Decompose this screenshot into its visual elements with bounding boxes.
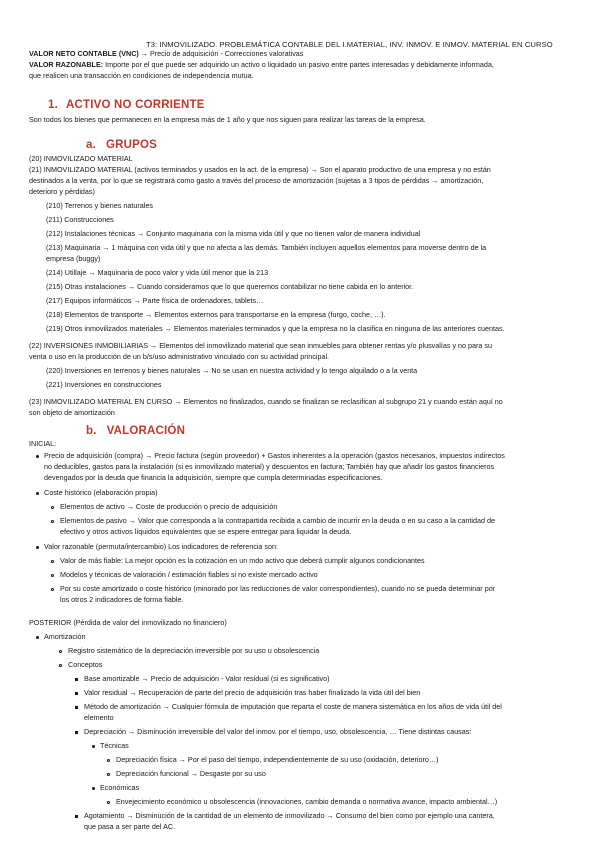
section-1-heading [48, 97, 205, 113]
group-22-line-1: (22) INVERSIONES INMOBILIARIAS → Elementos del inmovilizado material que sean inmuebles para obtener rentas y/o plusvalías y no para su [29, 341, 493, 350]
section-1-number: 1. [48, 99, 58, 111]
group-21-line-1: (21) INMOVILIZADO MATERIAL (activos terminados y usados en la act. de la empresa) → Son el aparato productivo de una empresa y no están [29, 165, 491, 174]
vr-item-2: Modelos y técnicas de valoración / estimación fiables si no existe mercado activo [60, 570, 318, 579]
vr-line-1 [29, 60, 494, 70]
coste-historico: Coste histórico (elaboración propia) [44, 488, 158, 497]
vr-item-1: Valor de más fiable: La mejor opción es la cotización en un mdo activo que deberá cumplir algunos condicionantes [60, 556, 425, 565]
bullet-dot [36, 546, 39, 549]
vr-line-2: que realicen una transacción en condiciones de independencia mutua. [29, 71, 254, 80]
bullet-circle [107, 773, 110, 776]
account-211: (211) Construcciones [46, 215, 114, 224]
bullet-circle [51, 560, 54, 563]
account-210: (210) Terrenos y bienes naturales [46, 201, 153, 210]
subsection-a-number: a. [86, 139, 96, 151]
depreciacion: Depreciación → Disminución irreversible del valor del inmov. por el tiempo, uso, obsolescencia, … Tiene distintas causas: [84, 727, 472, 736]
ch-pasivo-line-1: Elementos de pasivo → Valor que corresponda a la contrapartida recibida a cambio de incurrir en la deuda o en su caso a la cantidad de [60, 516, 495, 525]
conceptos: Conceptos [68, 660, 103, 669]
agotamiento-line-1: Agotamiento → Disminución de la cantidad de un elemento de inmovilizado → Consumo del bien como por ejemplo una cantera, [84, 811, 495, 820]
precio-adquisicion-line-1: Precio de adquisición (compra) → Precio factura (según proveedor) + Gastos inherentes a la operación (gastos necesarios, impuestos indirectos [44, 451, 505, 460]
account-221: (221) Inversiones en construcciones [46, 380, 162, 389]
vr-item-3-line-2: los otros 2 indicadores de forma fiable. [60, 595, 184, 604]
vr-text-1: Importe por el que puede ser adquirido un activo o liquidado un pasivo entre partes interesadas y debidamente informada, [105, 60, 494, 69]
bullet-circle [51, 574, 54, 577]
vnc-line [29, 49, 303, 59]
valor-razonable: Valor razonable (permuta/intercambio) Los indicadores de referencia son: [44, 542, 278, 551]
account-219: (219) Otros inmovilizados materiales → Elementos materiales terminados y que la empresa no la clasifica en ninguna de las anteriores cuentas. [46, 324, 505, 333]
account-212: (212) Instalaciones técnicas → Conjunto maquinaria con la misma vida útil y que no tienen valor de manera individual [46, 229, 421, 238]
bullet-square [75, 815, 78, 818]
metodo-amortizacion-line-1: Método de amortización → Cualquier fórmula de imputación que reparta el coste de manera sistemática en los años de vida útil del [84, 702, 502, 711]
precio-adquisicion-line-2: no deducibles, gastos para la instalación (si es inmovilizado material) y descuentos en factura; También hay que añadir los gastos financieros [44, 462, 495, 471]
account-215: (215) Otras instalaciones → Cuando consideramos que lo que queremos contabilizar no tiene cabida en lo anterior. [46, 282, 414, 291]
posterior-label: POSTERIOR (Pérdida de valor del inmovilizado no financiero) [29, 618, 227, 627]
tecnicas: Técnicas [100, 741, 129, 750]
group-23-line-2: son objeto de amortización [29, 408, 115, 417]
amortizacion: Amortización [44, 632, 86, 641]
account-218: (218) Elementos de transporte → Elementos externos para transportarse en la empresa (furgo, coche, …). [46, 310, 386, 319]
bullet-circle [51, 520, 54, 523]
base-amortizable: Base amortizable → Precio de adquisición - Valor residual (si es significativo) [84, 674, 330, 683]
group-21-line-2: destinados a la venta, por lo que se registrará como gasto a través del proceso de amortización (sujetas a 3 tipos de pérdidas → amortización, [29, 176, 484, 185]
bullet-circle [107, 759, 110, 762]
group-23-line-1: (23) INMOVILIZADO MATERIAL EN CURSO → Elementos no finalizados, cuando se finalizan se reclasifican al subgrupo 21 y cuando están aquí no [29, 397, 503, 406]
bullet-square [75, 678, 78, 681]
subsection-b-title: VALORACIÓN [106, 425, 186, 437]
bullet-circle [59, 650, 62, 653]
bullet-circle [51, 506, 54, 509]
bullet-circle [51, 588, 54, 591]
subsection-a-title: GRUPOS [106, 139, 158, 151]
metodo-amortizacion-line-2: elemento [84, 713, 114, 722]
registro-sistematico: Registro sistemático de la depreciación irreversible por su uso u obsolescencia [68, 646, 320, 655]
subsection-b-heading [86, 423, 185, 439]
valor-residual: Valor residual → Recuperación de parte del precio de adquisición tras haber finalizado la vida útil del bien [84, 688, 421, 697]
bullet-square [75, 692, 78, 695]
vnc-text: → Precio de adquisición - Correcciones valorativas [140, 49, 304, 58]
group-22-line-2: venta o uso en la producción de un b/s/uso administrativo vinculado con su actividad principal. [29, 352, 330, 361]
inicial-label: INICIAL: [29, 439, 57, 448]
vnc-label: VALOR NETO CONTABLE (VNC) [29, 49, 139, 58]
group-21-line-3: deterioro y pérdidas) [29, 187, 95, 196]
bullet-dot [36, 492, 39, 495]
bullet-circle [59, 664, 62, 667]
bullet-square [75, 731, 78, 734]
account-213-cont: empresa (buggy) [46, 254, 101, 263]
depreciacion-fisica: Depreciación física → Por el paso del tiempo, independientemente de su uso (oxidación, deterioro…) [116, 755, 439, 764]
bullet-dot [36, 455, 39, 458]
vr-label: VALOR RAZONABLE: [29, 60, 104, 69]
page-header: T3: INMOVILIZADO. PROBLEMÁTICA CONTABLE DEL I.MATERIAL, INV. INMOV. E INMOV. MATERIAL EN CURSO [146, 40, 553, 49]
bullet-dot [36, 636, 39, 639]
group-20: (20) INMOVILIZADO MATERIAL [29, 154, 133, 163]
bullet-dot [92, 787, 95, 790]
ch-activo: Elementos de activo → Coste de producción o precio de adquisición [60, 502, 278, 511]
subsection-b-number: b. [86, 425, 97, 437]
bullet-dot [92, 745, 95, 748]
bullet-square [75, 706, 78, 709]
section-1-title: ACTIVO NO CORRIENTE [66, 99, 205, 111]
account-220: (220) Inversiones en terrenos y bienes naturales → No se usan en nuestra actividad y lo tengo alquilado o a la venta [46, 366, 418, 375]
account-217: (217) Equipos informáticos → Parte física de ordenadores, tablets… [46, 296, 264, 305]
depreciacion-funcional: Depreciación funcional → Desgaste por su uso [116, 769, 266, 778]
precio-adquisicion-line-3: devengados por la deuda que financia la adquisición, siempre que cumpla determinadas especificaciones. [44, 473, 383, 482]
economicas: Económicas [100, 783, 140, 792]
bullet-circle [107, 801, 110, 804]
envejecimiento: Envejecimiento económico u obsolescencia (innovaciones, cambio demanda o normativa avance, impacto ambiental…) [116, 797, 498, 806]
account-214: (214) Utillaje → Maquinaria de poco valor y vida útil menor que la 213 [46, 268, 269, 277]
section-1-desc: Son todos los bienes que permanecen en la empresa más de 1 año y que nos siguen para realizar las tareas de la empresa. [29, 115, 426, 124]
vr-item-3-line-1: Por su coste amortizado o coste histórico (minorado por las reducciones de valor correspondientes), cuando no se pueda determinar por [60, 584, 496, 593]
agotamiento-line-2: que pasa a ser parte del AC. [84, 822, 176, 831]
ch-pasivo-line-2: efectivo y otros activos líquidos equivalentes que se espere entregar para liquidar la deuda. [60, 527, 352, 536]
subsection-a-heading [86, 137, 157, 153]
account-213: (213) Maquinaria → 1 máquina con vida útil y que no afecta a las demás. También incluyen aquellos elementos para moverse dentro de la [46, 243, 487, 252]
